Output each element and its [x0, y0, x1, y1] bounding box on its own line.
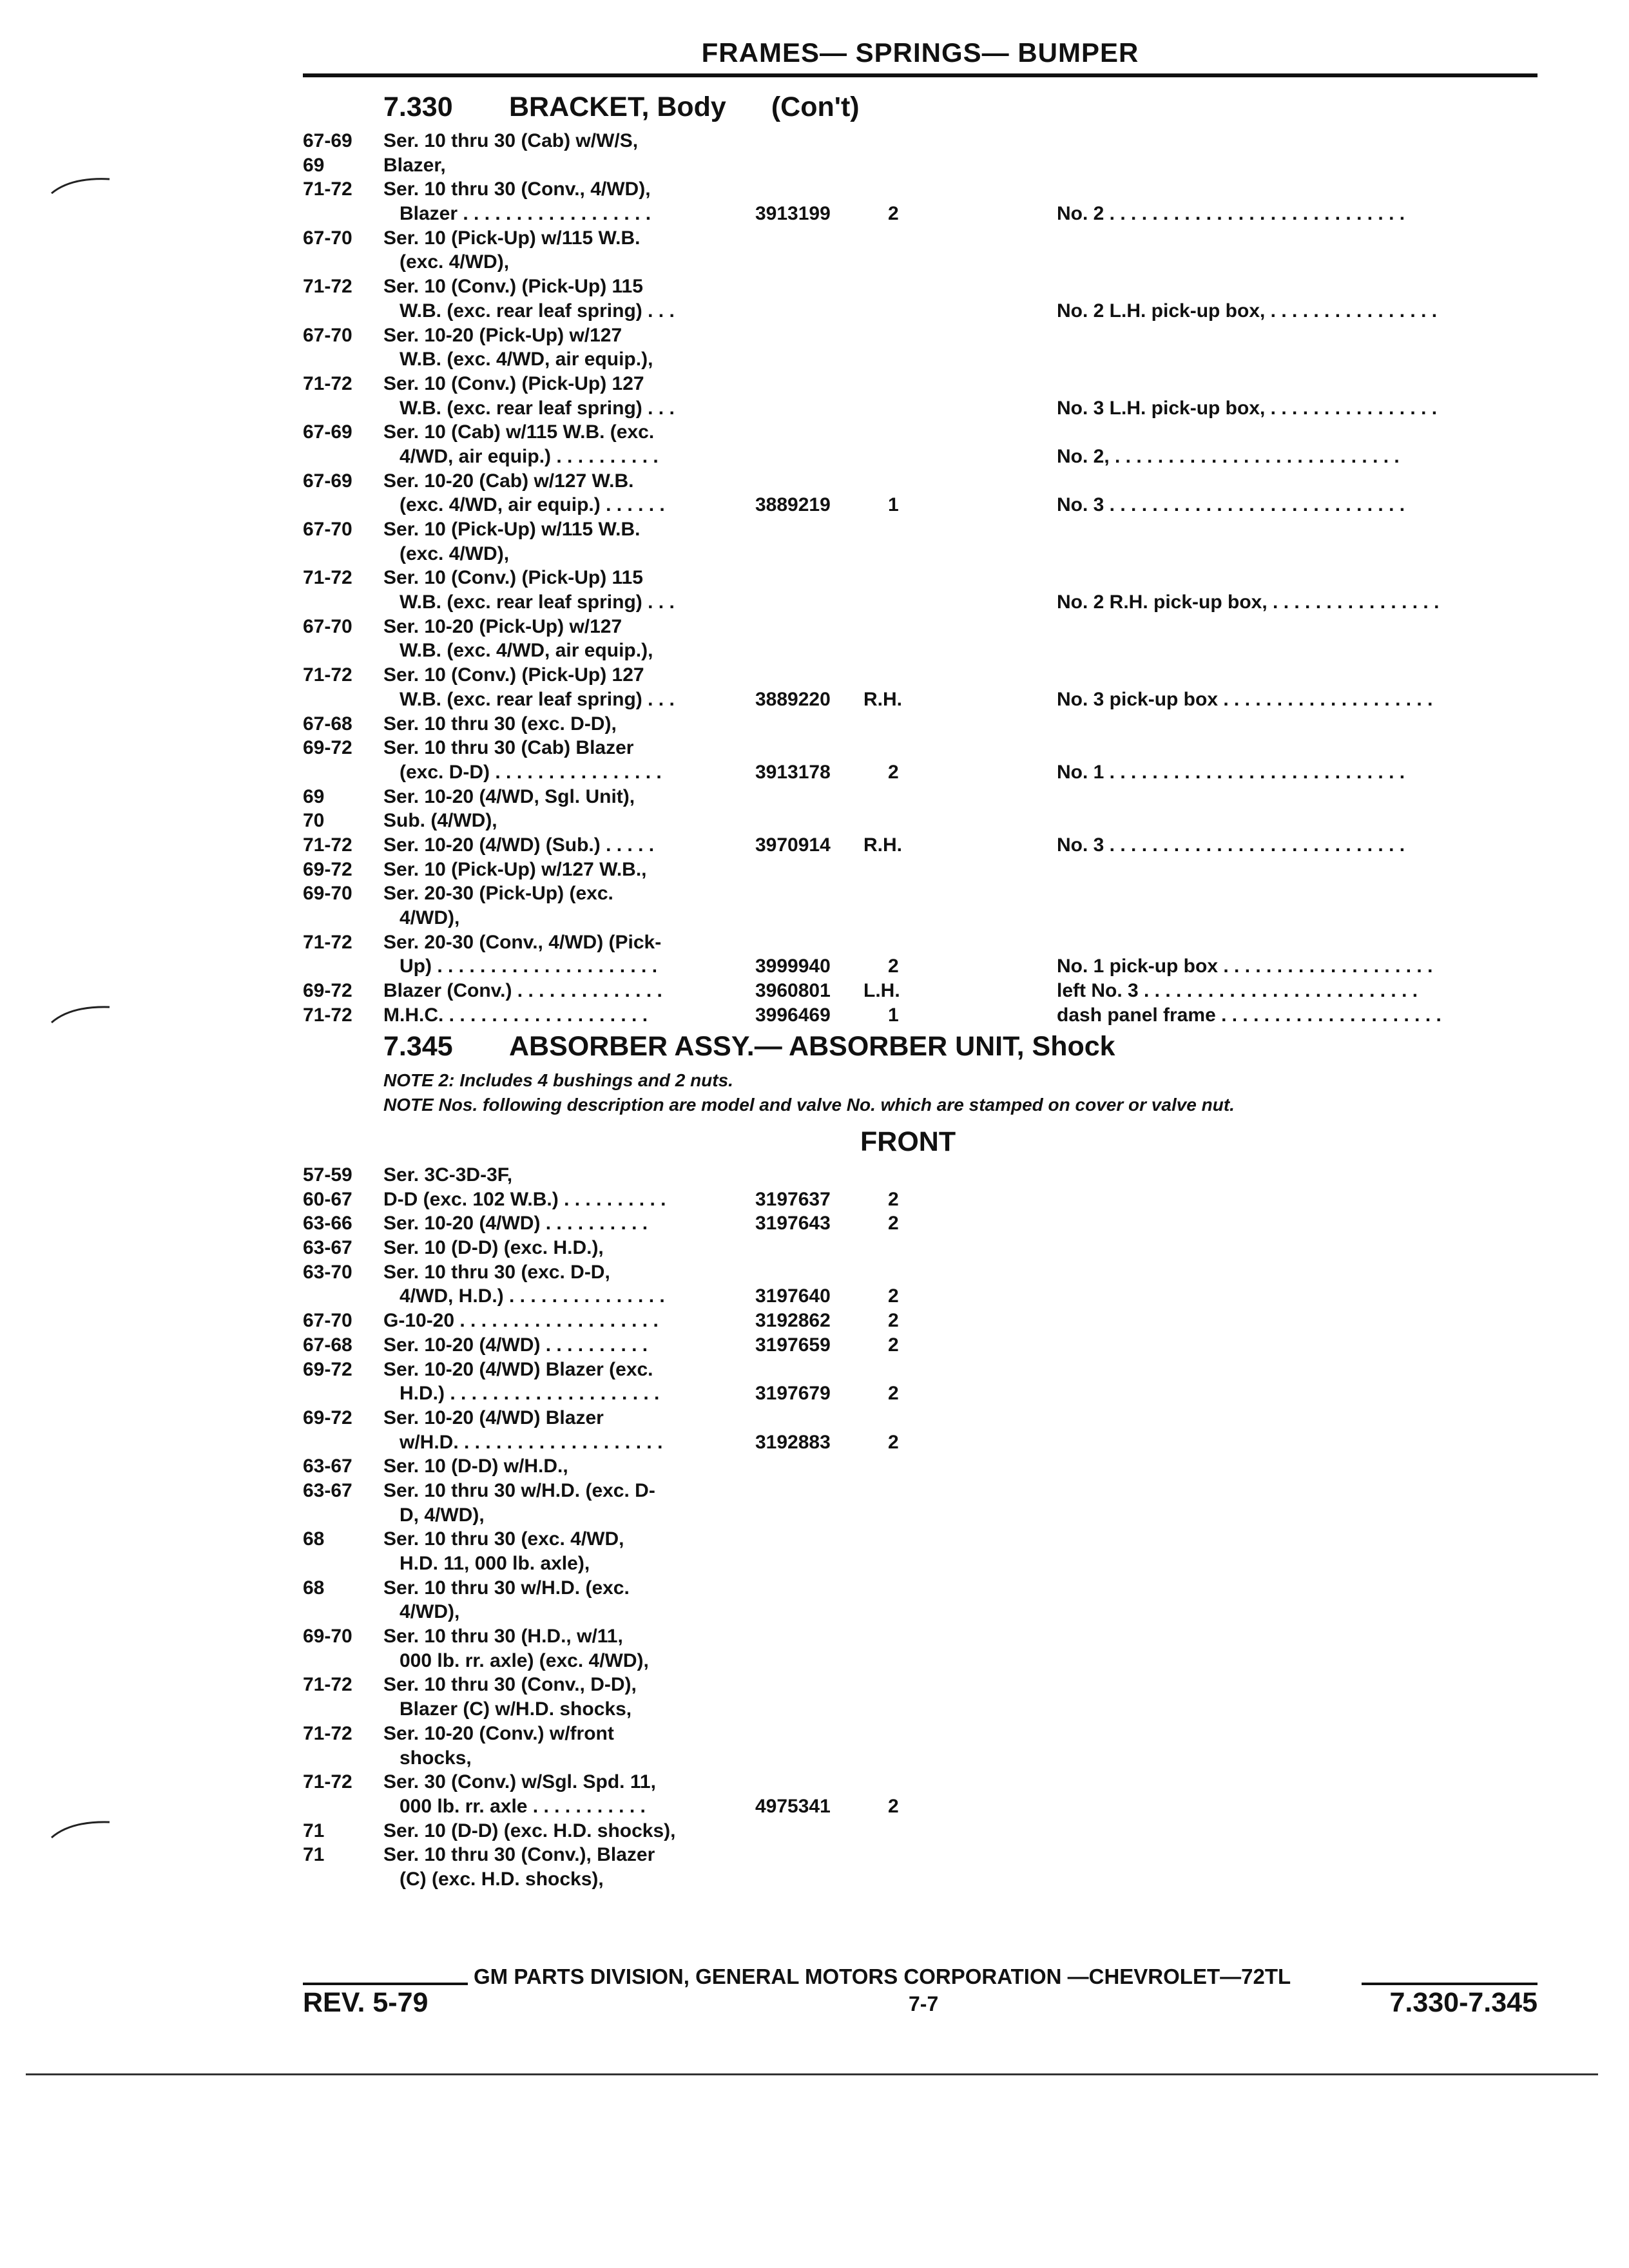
model-year: 67-68: [303, 1334, 352, 1356]
parts-list-row: [303, 1576, 1537, 1600]
parts-list-row: [303, 1430, 1537, 1455]
header-rule: [303, 73, 1537, 77]
application-description: 4/WD, air equip.) . . . . . . . . . .: [400, 445, 659, 467]
application-description: Ser. 10 thru 30 w/H.D. (exc.: [383, 1577, 630, 1599]
parts-list-row: [303, 1673, 1537, 1697]
quantity: 2: [888, 1334, 899, 1356]
parts-list-row: [303, 1624, 1537, 1649]
quantity: 2: [888, 956, 899, 977]
model-year: 68: [303, 1577, 325, 1599]
section-7-345-title: [383, 1031, 1115, 1062]
application-description: M.H.C. . . . . . . . . . . . . . . . . . . .: [383, 1004, 648, 1026]
application-description: Ser. 10-20 (Conv.) w/front: [383, 1722, 614, 1744]
model-year: 63-67: [303, 1479, 352, 1501]
parts-list-row: [303, 1260, 1537, 1285]
application-description: Ser. 20-30 (Pick-Up) (exc.: [383, 883, 613, 905]
application-description: Ser. 10 (Pick-Up) w/115 W.B.: [383, 519, 641, 540]
application-description: 000 lb. rr. axle) (exc. 4/WD),: [400, 1649, 649, 1671]
part-number: 3197679: [755, 1383, 831, 1405]
quantity: 1: [888, 494, 899, 516]
parts-list-row: [303, 420, 1537, 445]
model-year: 63-66: [303, 1213, 352, 1235]
application-description: Ser. 10 (Cab) w/115 W.B. (exc.: [383, 421, 655, 443]
page-header: FRAMES— SPRINGS— BUMPER: [701, 37, 1139, 68]
parts-list-row: [303, 1003, 1537, 1028]
application-description: G-10-20 . . . . . . . . . . . . . . . . . . .: [383, 1310, 659, 1332]
part-number: 3197640: [755, 1285, 831, 1307]
section-name: BRACKET, Body: [509, 91, 726, 122]
parts-list-row: [303, 1552, 1537, 1576]
model-year: 71-72: [303, 1004, 352, 1026]
parts-list-row: [303, 712, 1537, 736]
application-description: Ser. 10 thru 30 (exc. D-D,: [383, 1261, 610, 1283]
application-description: Ser. 10 (Pick-Up) w/115 W.B.: [383, 227, 641, 249]
quantity: 2: [888, 1188, 899, 1210]
part-number: 3192862: [755, 1310, 831, 1332]
application-description: 000 lb. rr. axle . . . . . . . . . . .: [400, 1795, 646, 1817]
model-year: 69-70: [303, 883, 352, 905]
model-year: 71-72: [303, 276, 352, 298]
application-description: Ser. 10 (Conv.) (Pick-Up) 127: [383, 372, 644, 394]
parts-list-row: [303, 493, 1537, 517]
front-subheading: FRONT: [860, 1126, 956, 1157]
application-description: Ser. 10-20 (Cab) w/127 W.B.: [383, 470, 634, 492]
application-description: H.D. 11, 000 lb. axle),: [400, 1553, 590, 1574]
parts-list-row: [303, 226, 1537, 251]
parts-list-row: [303, 906, 1537, 930]
part-number: 3197643: [755, 1213, 831, 1235]
quantity: 2: [888, 203, 899, 225]
application-description: H.D.) . . . . . . . . . . . . . . . . . . . .: [400, 1383, 660, 1405]
parts-list-row: [303, 469, 1537, 494]
parts-list-row: [303, 1211, 1537, 1236]
parts-list-row: [303, 517, 1537, 542]
application-description: Ser. 10 (Conv.) (Pick-Up) 127: [383, 664, 644, 686]
model-year: 71-72: [303, 664, 352, 686]
punch-hole-mark-bottom: [45, 1817, 116, 1843]
application-description: Ser. 10 (Conv.) (Pick-Up) 115: [383, 276, 643, 298]
punch-hole-mark-top: [45, 174, 116, 200]
parts-list-row: [303, 1187, 1537, 1212]
application-description: Ser. 10 thru 30 (H.D., w/11,: [383, 1626, 623, 1648]
application-description: Ser. 10 thru 30 (Conv., 4/WD),: [383, 178, 651, 200]
parts-list-row: [303, 372, 1537, 396]
model-year: 69-70: [303, 1626, 352, 1648]
application-description: W.B. (exc. rear leaf spring) . . .: [400, 591, 675, 613]
parts-list-row: [303, 954, 1537, 979]
section-number: 7.345: [383, 1031, 453, 1062]
section-number: 7.330: [383, 91, 453, 122]
part-number: 3192883: [755, 1431, 831, 1453]
model-year: 67-69: [303, 421, 352, 443]
application-description: Ser. 10-20 (4/WD, Sgl. Unit),: [383, 785, 635, 807]
parts-list-row: [303, 1527, 1537, 1552]
model-year: 67-70: [303, 227, 352, 249]
model-year: 71-72: [303, 178, 352, 200]
model-year: 60-67: [303, 1188, 352, 1210]
application-description: Blazer (C) w/H.D. shocks,: [400, 1698, 632, 1720]
application-description: W.B. (exc. rear leaf spring) . . .: [400, 688, 675, 710]
application-description: (exc. 4/WD),: [400, 543, 510, 564]
application-description: Ser. 10-20 (4/WD) Blazer: [383, 1407, 604, 1428]
application-description: (exc. D-D) . . . . . . . . . . . . . . . .: [400, 761, 662, 783]
section-7-345-list: [303, 1163, 1537, 1892]
quantity: R.H.: [863, 834, 902, 856]
parts-list-row: [303, 590, 1537, 615]
quantity: 2: [888, 761, 899, 783]
model-year: 67-70: [303, 1310, 352, 1332]
remarks: dash panel frame . . . . . . . . . . . . . . . . . . . . .: [1057, 1004, 1441, 1026]
parts-list-row: [303, 274, 1537, 299]
model-year: 67-69: [303, 470, 352, 492]
parts-list-row: [303, 687, 1537, 712]
application-description: Ser. 10 (Conv.) (Pick-Up) 115: [383, 567, 643, 589]
model-year: 69-72: [303, 737, 352, 759]
model-year: 69: [303, 154, 325, 176]
remarks: No. 2 . . . . . . . . . . . . . . . . . . . . . . . . . . . .: [1057, 203, 1405, 225]
application-description: W.B. (exc. rear leaf spring) . . .: [400, 300, 675, 322]
quantity: L.H.: [863, 980, 900, 1002]
parts-list-row: [303, 1503, 1537, 1528]
model-year: 69-72: [303, 1407, 352, 1428]
footer-publisher: GM PARTS DIVISION, GENERAL MOTORS CORPORATION —CHEVROLET—72TL: [474, 1965, 1291, 1988]
model-year: 69-72: [303, 858, 352, 880]
application-description: D-D (exc. 102 W.B.) . . . . . . . . . .: [383, 1188, 666, 1210]
application-description: (C) (exc. H.D. shocks),: [400, 1868, 604, 1890]
parts-list-row: [303, 1649, 1537, 1673]
quantity: R.H.: [863, 688, 902, 710]
model-year: 67-70: [303, 615, 352, 637]
parts-list-row: [303, 1333, 1537, 1358]
section-7-330-title: [383, 91, 860, 123]
punch-hole-mark-middle: [45, 1002, 116, 1028]
parts-list-row: [303, 445, 1537, 469]
scan-bottom-edge: [26, 2073, 1598, 2075]
parts-list-row: [303, 785, 1537, 809]
remarks: No. 1 . . . . . . . . . . . . . . . . . . . . . . . . . . . .: [1057, 761, 1405, 783]
parts-list-row: [303, 979, 1537, 1003]
application-description: Ser. 10 thru 30 (exc. D-D),: [383, 713, 617, 735]
application-description: Ser. 3C-3D-3F,: [383, 1164, 513, 1186]
application-description: Ser. 10-20 (Pick-Up) w/127: [383, 324, 622, 346]
remarks: No. 3 pick-up box . . . . . . . . . . . . . . . . . . . .: [1057, 688, 1433, 710]
application-description: Ser. 10 thru 30 (Conv., D-D),: [383, 1674, 637, 1696]
model-year: 67-69: [303, 130, 352, 151]
footer-rule-left: [303, 1983, 468, 1985]
application-description: Blazer,: [383, 154, 446, 176]
application-description: Ser. 10-20 (4/WD) . . . . . . . . . .: [383, 1334, 648, 1356]
parts-list-row: [303, 809, 1537, 833]
parts-list-row: [303, 1697, 1537, 1722]
part-number: 3197659: [755, 1334, 831, 1356]
parts-list-row: [303, 323, 1537, 348]
quantity: 2: [888, 1383, 899, 1405]
model-year: 71-72: [303, 567, 352, 589]
parts-list-row: [303, 177, 1537, 202]
application-description: D, 4/WD),: [400, 1504, 485, 1526]
parts-list-row: [303, 881, 1537, 906]
parts-list-row: [303, 858, 1537, 882]
application-description: Ser. 20-30 (Conv., 4/WD) (Pick-: [383, 931, 662, 953]
model-year: 63-67: [303, 1237, 352, 1259]
application-description: (exc. 4/WD, air equip.) . . . . . .: [400, 494, 665, 516]
parts-list-row: [303, 566, 1537, 590]
application-description: W.B. (exc. 4/WD, air equip.),: [400, 349, 653, 370]
remarks: No. 2, . . . . . . . . . . . . . . . . . . . . . . . . . . .: [1057, 445, 1400, 467]
parts-list-row: [303, 347, 1537, 372]
parts-list-row: [303, 736, 1537, 760]
parts-list-row: [303, 153, 1537, 178]
application-description: Ser. 10 thru 30 (exc. 4/WD,: [383, 1528, 624, 1550]
application-description: Ser. 10 thru 30 (Cab) Blazer: [383, 737, 634, 759]
part-number: 3996469: [755, 1004, 831, 1026]
remarks: No. 2 L.H. pick-up box, . . . . . . . . . . . . . . . .: [1057, 300, 1438, 322]
model-year: 69: [303, 785, 325, 807]
application-description: Ser. 10 thru 30 (Cab) w/W/S,: [383, 130, 639, 151]
model-year: 57-59: [303, 1164, 352, 1186]
footer-rule-right: [1362, 1983, 1537, 1985]
application-description: Sub. (4/WD),: [383, 810, 497, 832]
application-description: Ser. 10-20 (4/WD) . . . . . . . . . .: [383, 1213, 648, 1235]
parts-list-row: [303, 1454, 1537, 1479]
part-number: 3889220: [755, 688, 831, 710]
application-description: Ser. 30 (Conv.) w/Sgl. Spd. 11,: [383, 1771, 656, 1793]
application-description: Blazer (Conv.) . . . . . . . . . . . . . .: [383, 980, 662, 1002]
section-7-330-list: [303, 129, 1537, 1027]
application-description: 4/WD, H.D.) . . . . . . . . . . . . . . .: [400, 1285, 665, 1307]
application-description: Blazer . . . . . . . . . . . . . . . . . .: [400, 203, 651, 225]
parts-list-row: [303, 129, 1537, 153]
quantity: 2: [888, 1795, 899, 1817]
application-description: Ser. 10 thru 30 w/H.D. (exc. D-: [383, 1479, 655, 1501]
parts-list-row: [303, 1479, 1537, 1503]
parts-list-row: [303, 299, 1537, 323]
part-number: 3960801: [755, 980, 831, 1002]
parts-list-row: [303, 663, 1537, 687]
model-year: 63-67: [303, 1456, 352, 1477]
model-year: 71-72: [303, 834, 352, 856]
footer-revision: REV. 5-79: [303, 1987, 429, 2018]
parts-list-row: [303, 1843, 1537, 1867]
part-number: 3197637: [755, 1188, 831, 1210]
parts-list-row: [303, 202, 1537, 226]
parts-list-row: [303, 639, 1537, 663]
remarks: No. 1 pick-up box . . . . . . . . . . . . . . . . . . . .: [1057, 956, 1433, 977]
application-description: Ser. 10-20 (Pick-Up) w/127: [383, 615, 622, 637]
parts-list-row: [303, 1600, 1537, 1624]
part-number: 4975341: [755, 1795, 831, 1817]
parts-list-row: [303, 1236, 1537, 1260]
parts-list-row: [303, 542, 1537, 566]
application-description: Ser. 10-20 (4/WD) (Sub.) . . . . .: [383, 834, 655, 856]
quantity: 2: [888, 1431, 899, 1453]
remarks: No. 2 R.H. pick-up box, . . . . . . . . . . . . . . . .: [1057, 591, 1440, 613]
parts-list-row: [303, 1358, 1537, 1382]
application-description: (exc. 4/WD),: [400, 251, 510, 273]
parts-list-row: [303, 396, 1537, 421]
application-description: W.B. (exc. rear leaf spring) . . .: [400, 397, 675, 419]
parts-list-row: [303, 833, 1537, 858]
parts-list-row: [303, 1746, 1537, 1771]
quantity: 1: [888, 1004, 899, 1026]
part-number: 3913199: [755, 203, 831, 225]
parts-list-row: [303, 1284, 1537, 1309]
note-model-valve: NOTE Nos. following description are model and valve No. which are stamped on cover or valve nut.: [383, 1095, 1235, 1115]
remarks: No. 3 L.H. pick-up box, . . . . . . . . . . . . . . . .: [1057, 397, 1438, 419]
parts-list-row: [303, 1381, 1537, 1406]
model-year: 71-72: [303, 1674, 352, 1696]
parts-list-row: [303, 1819, 1537, 1843]
application-description: 4/WD),: [400, 907, 460, 928]
remarks: No. 3 . . . . . . . . . . . . . . . . . . . . . . . . . . . .: [1057, 494, 1405, 516]
remarks: left No. 3 . . . . . . . . . . . . . . . . . . . . . . . . . .: [1057, 980, 1418, 1002]
parts-list-row: [303, 250, 1537, 274]
model-year: 67-68: [303, 713, 352, 735]
part-number: 3999940: [755, 956, 831, 977]
parts-list-row: [303, 1406, 1537, 1430]
model-year: 71-72: [303, 1771, 352, 1793]
section-name: ABSORBER ASSY.— ABSORBER UNIT, Shock: [509, 1031, 1115, 1062]
parts-list-row: [303, 1309, 1537, 1333]
model-year: 70: [303, 810, 325, 832]
model-year: 67-70: [303, 324, 352, 346]
quantity: 2: [888, 1310, 899, 1332]
parts-list-row: [303, 1770, 1537, 1794]
quantity: 2: [888, 1285, 899, 1307]
parts-list-row: [303, 930, 1537, 955]
application-description: Ser. 10-20 (4/WD) Blazer (exc.: [383, 1358, 653, 1380]
application-description: W.B. (exc. 4/WD, air equip.),: [400, 640, 653, 662]
part-number: 3889219: [755, 494, 831, 516]
model-year: 71: [303, 1820, 325, 1841]
model-year: 69-72: [303, 1358, 352, 1380]
part-number: 3970914: [755, 834, 831, 856]
footer-page-number: 7-7: [909, 1992, 939, 2015]
parts-list-row: [303, 760, 1537, 785]
application-description: Ser. 10 (Pick-Up) w/127 W.B.,: [383, 858, 647, 880]
application-description: Up) . . . . . . . . . . . . . . . . . . . . .: [400, 956, 658, 977]
remarks: No. 3 . . . . . . . . . . . . . . . . . . . . . . . . . . . .: [1057, 834, 1405, 856]
parts-list-row: [303, 1867, 1537, 1892]
application-description: Ser. 10 thru 30 (Conv.), Blazer: [383, 1844, 655, 1866]
model-year: 71-72: [303, 372, 352, 394]
parts-list-row: [303, 615, 1537, 639]
parts-list-row: [303, 1794, 1537, 1819]
model-year: 71-72: [303, 1722, 352, 1744]
application-description: 4/WD),: [400, 1601, 460, 1623]
parts-list-row: [303, 1163, 1537, 1187]
footer-section-range: 7.330-7.345: [1389, 1987, 1537, 2018]
model-year: 68: [303, 1528, 325, 1550]
model-year: 67-70: [303, 519, 352, 540]
part-number: 3913178: [755, 761, 831, 783]
model-year: 69-72: [303, 980, 352, 1002]
model-year: 71-72: [303, 931, 352, 953]
model-year: 63-70: [303, 1261, 352, 1283]
application-description: Ser. 10 (D-D) (exc. H.D. shocks),: [383, 1820, 676, 1841]
model-year: 71: [303, 1844, 325, 1866]
note-bushings: NOTE 2: Includes 4 bushings and 2 nuts.: [383, 1070, 733, 1090]
application-description: w/H.D. . . . . . . . . . . . . . . . . . . .: [400, 1431, 663, 1453]
application-description: Ser. 10 (D-D) (exc. H.D.),: [383, 1237, 604, 1259]
section-continued: (Con't): [771, 91, 860, 122]
quantity: 2: [888, 1213, 899, 1235]
parts-list-row: [303, 1722, 1537, 1746]
application-description: shocks,: [400, 1747, 472, 1769]
application-description: Ser. 10 (D-D) w/H.D.,: [383, 1456, 568, 1477]
